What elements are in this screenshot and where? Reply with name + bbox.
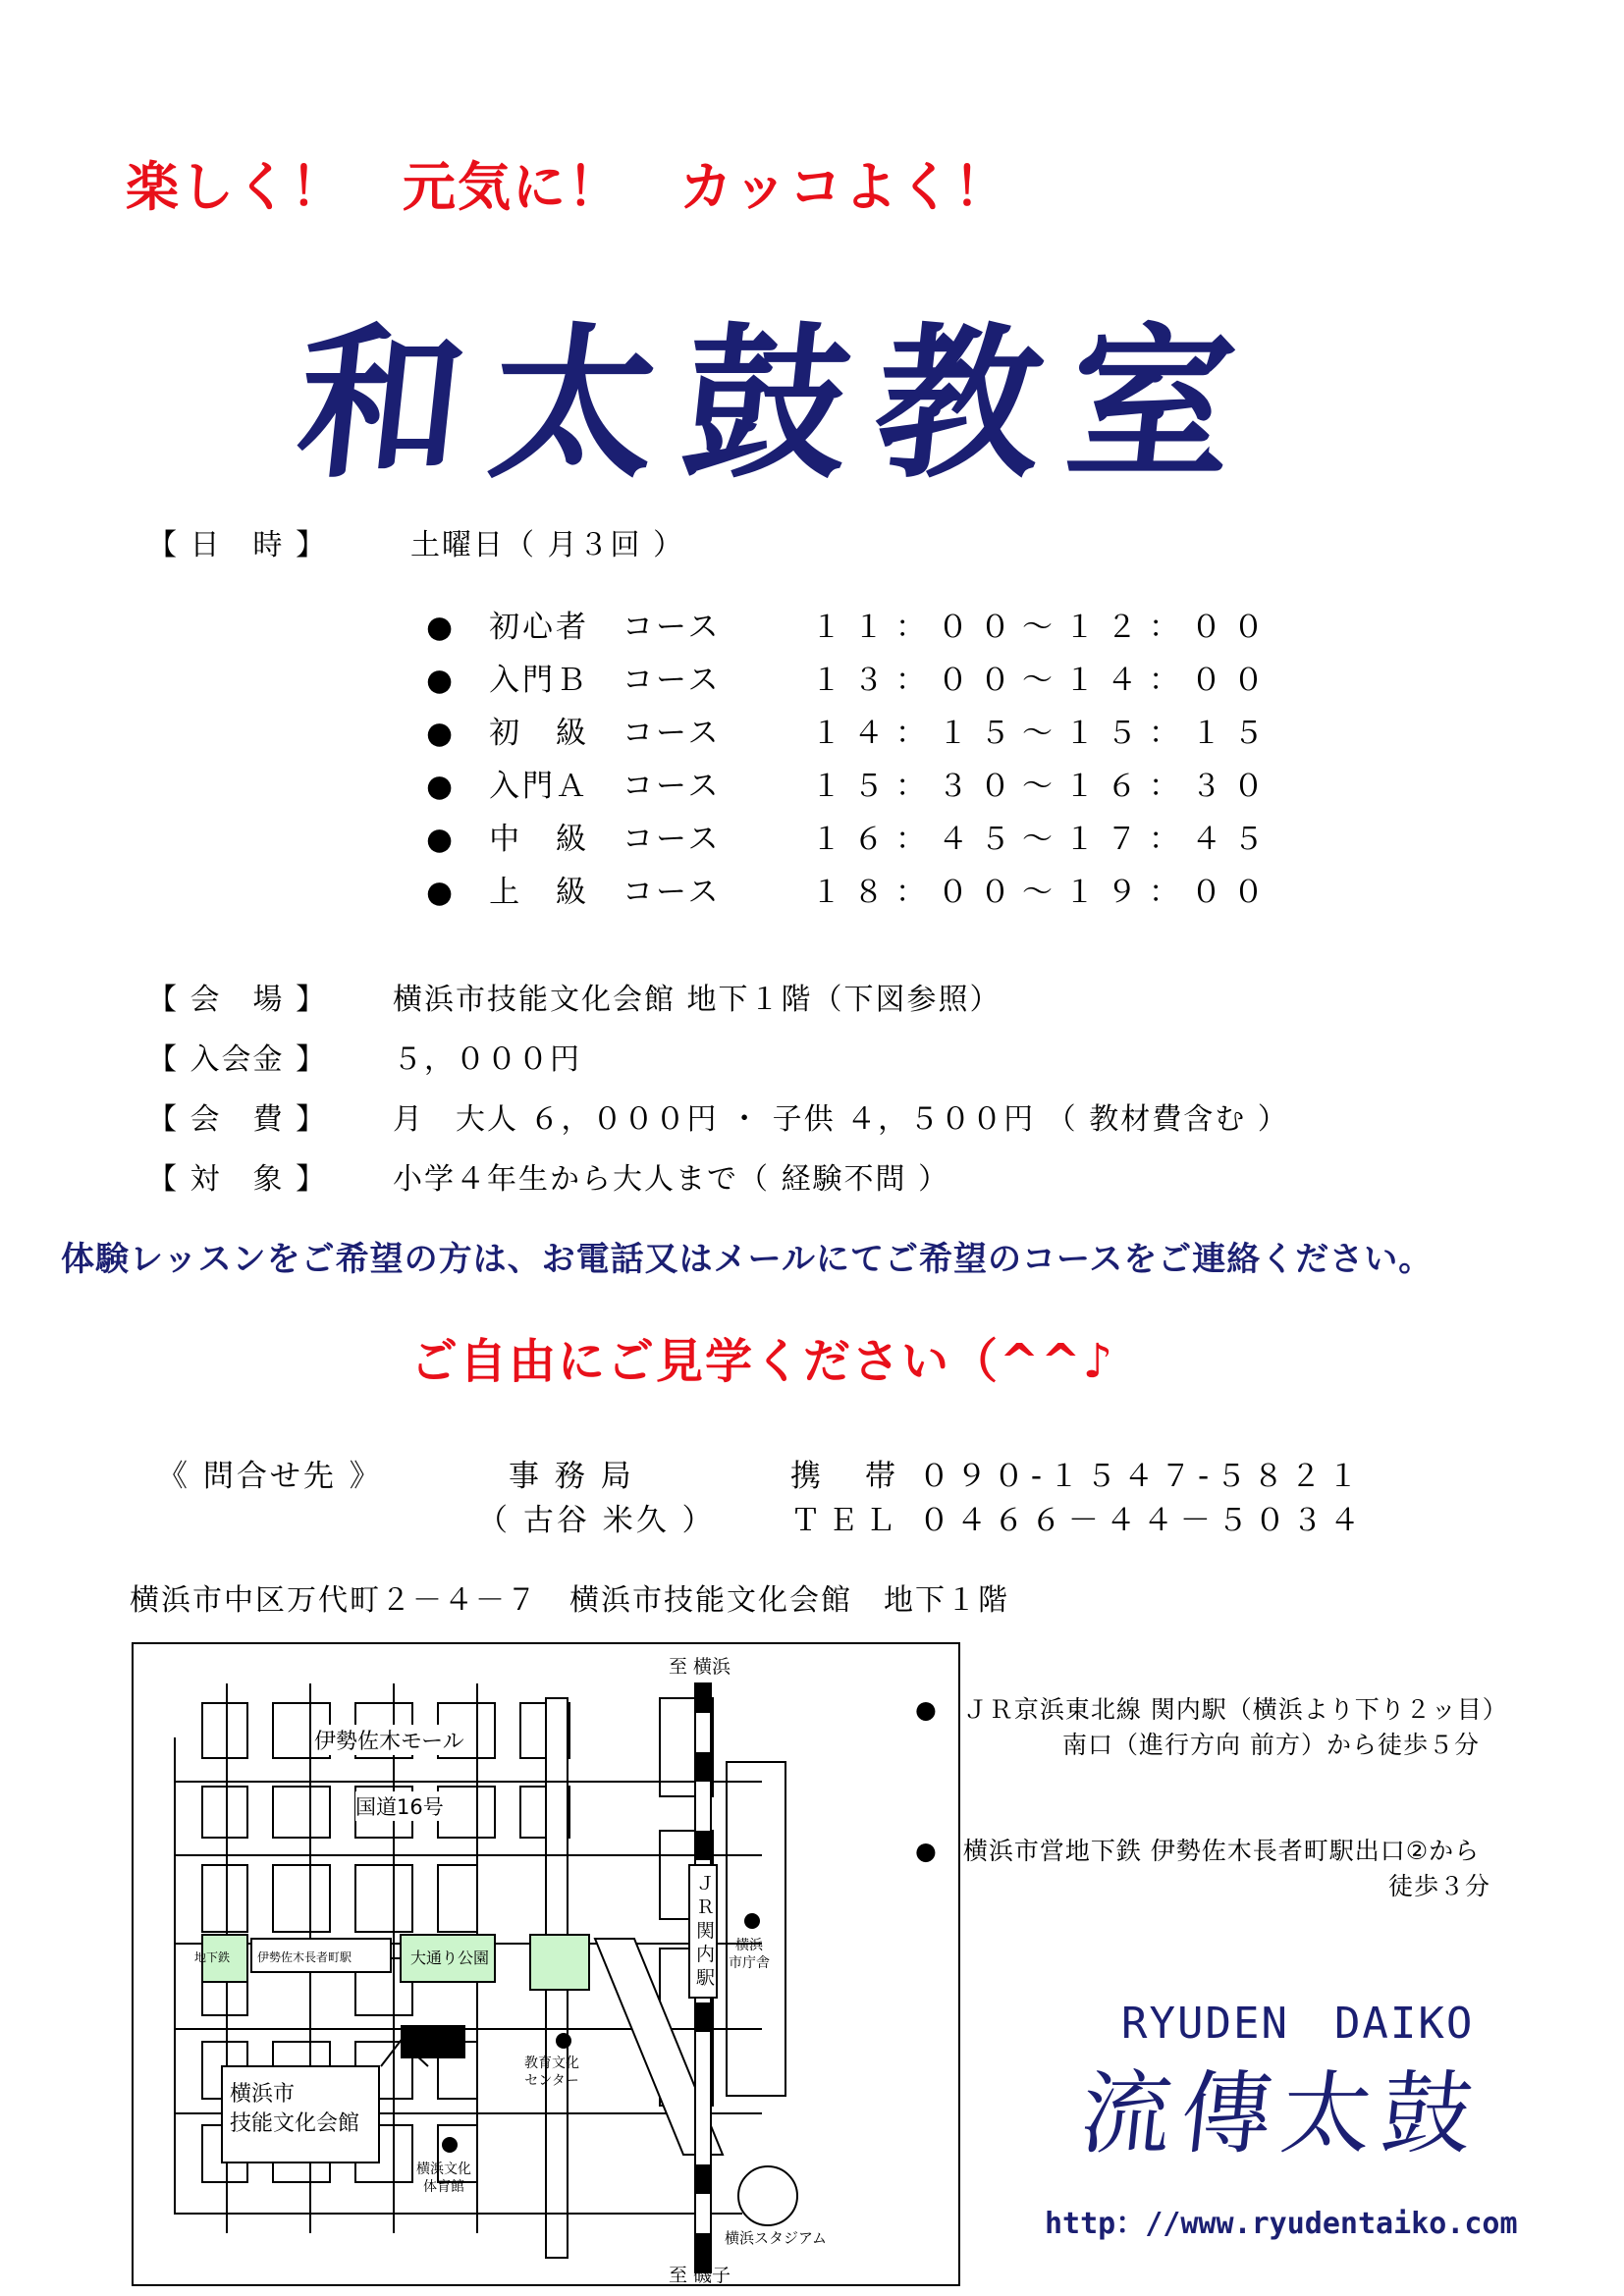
park-block [530, 1935, 589, 1990]
gym-line: 体育館 [423, 2179, 464, 2195]
subway-access-line1: ● 横浜市営地下鉄 伊勢佐木長者町駅出口②から [915, 1837, 1481, 1865]
city-hall-line: 横浜 [735, 1938, 763, 1953]
monthly-fee-label: 【 会 費 】 [147, 1102, 328, 1137]
entry-fee-value: ５，０００円 [393, 1042, 581, 1077]
venue-value: 横浜市技能文化会館 地下１階（下図参照） [393, 983, 1001, 1017]
jr-kannai-char: 関 [696, 1920, 716, 1942]
city-hall-label [729, 1937, 770, 1972]
contact-tel: ＴＥＬ ０４６６－４４－５０３４ [790, 1503, 1367, 1538]
target-label: 【 対 象 】 [147, 1162, 328, 1197]
to-isogo-label: 至 磯子 [669, 2265, 731, 2286]
tagline [126, 145, 1065, 221]
course-time: １８：００～１９：００ [811, 875, 1275, 910]
education-center-label [524, 2055, 579, 2090]
route16-label: 国道16号 [355, 1791, 444, 1821]
course-time: １６：４５～１７：４５ [811, 822, 1275, 857]
to-yokohama-label: 至 横浜 [669, 1656, 731, 1678]
city-hall-marker [744, 1913, 760, 1929]
brand-logo: 流傳太鼓 [1075, 2061, 1488, 2166]
jr-access-line2: 南口（進行方向 前方）から徒歩５分 [1062, 1731, 1480, 1759]
rail-segment [695, 2002, 711, 2032]
venue-building [401, 2025, 465, 2058]
target-value: 小学４年生から大人まで（ 経験不問 ） [393, 1162, 950, 1197]
education-center-line: センター [524, 2073, 579, 2089]
address: 横浜市中区万代町２－４－７ 横浜市技能文化会館 地下１階 [130, 1583, 1009, 1618]
contact-office: 事 務 局 [509, 1459, 634, 1494]
stadium-label: 横浜スタジアム [725, 2229, 827, 2247]
schedule-label: 【 日 時 】 [147, 528, 328, 562]
venue-map-line: 技能文化会館 [230, 2111, 360, 2136]
course-time: １１：００～１２：００ [811, 610, 1275, 645]
course-name: 初心者 コース [489, 610, 722, 645]
contact-label: 《 問合せ先 》 [157, 1459, 383, 1494]
contact-person: （ 古谷 米久 ） [477, 1503, 716, 1538]
bullet-icon: ● [426, 610, 457, 645]
jr-kannai-char: 内 [696, 1944, 716, 1965]
gym-label [416, 2161, 471, 2196]
venue-map-line: 横浜市 [230, 2082, 296, 2107]
brand-english: RYUDEN DAIKO [1121, 1999, 1475, 2049]
education-center-line: 教育文化 [524, 2056, 579, 2071]
rail-segment [695, 1683, 711, 1713]
course-time: １５：３０～１６：３０ [811, 769, 1275, 804]
tagline-3: カッコよく！ [679, 156, 1009, 218]
tagline-1: 楽しく！ [126, 156, 346, 218]
jr-kannai-char: Ｒ [696, 1896, 716, 1918]
course-item [426, 761, 722, 805]
bullet-icon: ● [426, 716, 457, 751]
rail-segment [695, 2164, 711, 2194]
city-hall-line: 市庁舎 [729, 1955, 770, 1971]
website-url[interactable]: http：//www.ryudentaiko.com [1045, 2207, 1518, 2241]
jr-kannai-char: Ｊ [696, 1873, 716, 1895]
gym-marker [442, 2137, 458, 2153]
jr-access-line1: ● ＪＲ京浜東北線 関内駅（横浜より下り２ッ目） [915, 1695, 1508, 1724]
venue-map-label [230, 2080, 359, 2139]
free-visit-notice: ご自由にご見学ください（^^♪ [410, 1334, 1115, 1389]
subway-label: 地下鉄 [194, 1950, 231, 1964]
course-name: 入門Ａ コース [489, 769, 722, 804]
gym-line: 横浜文化 [416, 2162, 471, 2177]
isezakichojamachi-label: 伊勢佐木長者町駅 [257, 1950, 352, 1964]
course-item [426, 867, 722, 911]
education-center-marker [556, 2033, 571, 2049]
course-item [426, 602, 722, 646]
course-time: １４：１５～１５：１５ [811, 716, 1275, 751]
course-item [426, 814, 722, 858]
subway-access-line2: 徒歩３分 [1388, 1872, 1491, 1900]
stadium-marker [738, 2166, 797, 2225]
monthly-fee-value: 月 大人 ６，０００円 ・ 子供 ４，５００円 （ 教材費含む ） [393, 1102, 1289, 1137]
contact-mobile: 携 帯 ０９０-１５４７-５８２１ [790, 1459, 1366, 1494]
odori-park-label: 大通り公園 [410, 1949, 490, 1967]
rail-segment [695, 1752, 711, 1782]
course-time: １３：００～１４：００ [811, 663, 1275, 698]
isezaki-mall-label: 伊勢佐木モール [314, 1725, 464, 1755]
access-map [132, 1642, 960, 2286]
rail-segment [695, 1831, 711, 1860]
course-item [426, 708, 722, 752]
course-name: 初 級 コース [489, 716, 722, 751]
schedule-value: 土曜日（ 月３回 ） [410, 528, 685, 562]
trial-lesson-notice: 体験レッスンをご希望の方は、お電話又はメールにてご希望のコースをご連絡ください。 [61, 1240, 1434, 1279]
course-name: 中 級 コース [489, 822, 722, 857]
venue-label: 【 会 場 】 [147, 983, 328, 1017]
bullet-icon: ● [426, 875, 457, 910]
course-name: 入門Ｂ コース [489, 663, 722, 698]
course-name: 上 級 コース [489, 875, 722, 910]
bullet-icon: ● [426, 822, 457, 857]
bullet-icon: ● [426, 663, 457, 698]
tagline-2: 元気に！ [403, 156, 623, 218]
entry-fee-label: 【 入会金 】 [147, 1042, 328, 1077]
jr-kannai-char: 駅 [696, 1967, 716, 1989]
jr-kannai-label [696, 1872, 716, 1990]
bullet-icon: ● [426, 769, 457, 804]
page-title: 和太鼓教室 [289, 306, 1272, 501]
course-item [426, 655, 722, 699]
